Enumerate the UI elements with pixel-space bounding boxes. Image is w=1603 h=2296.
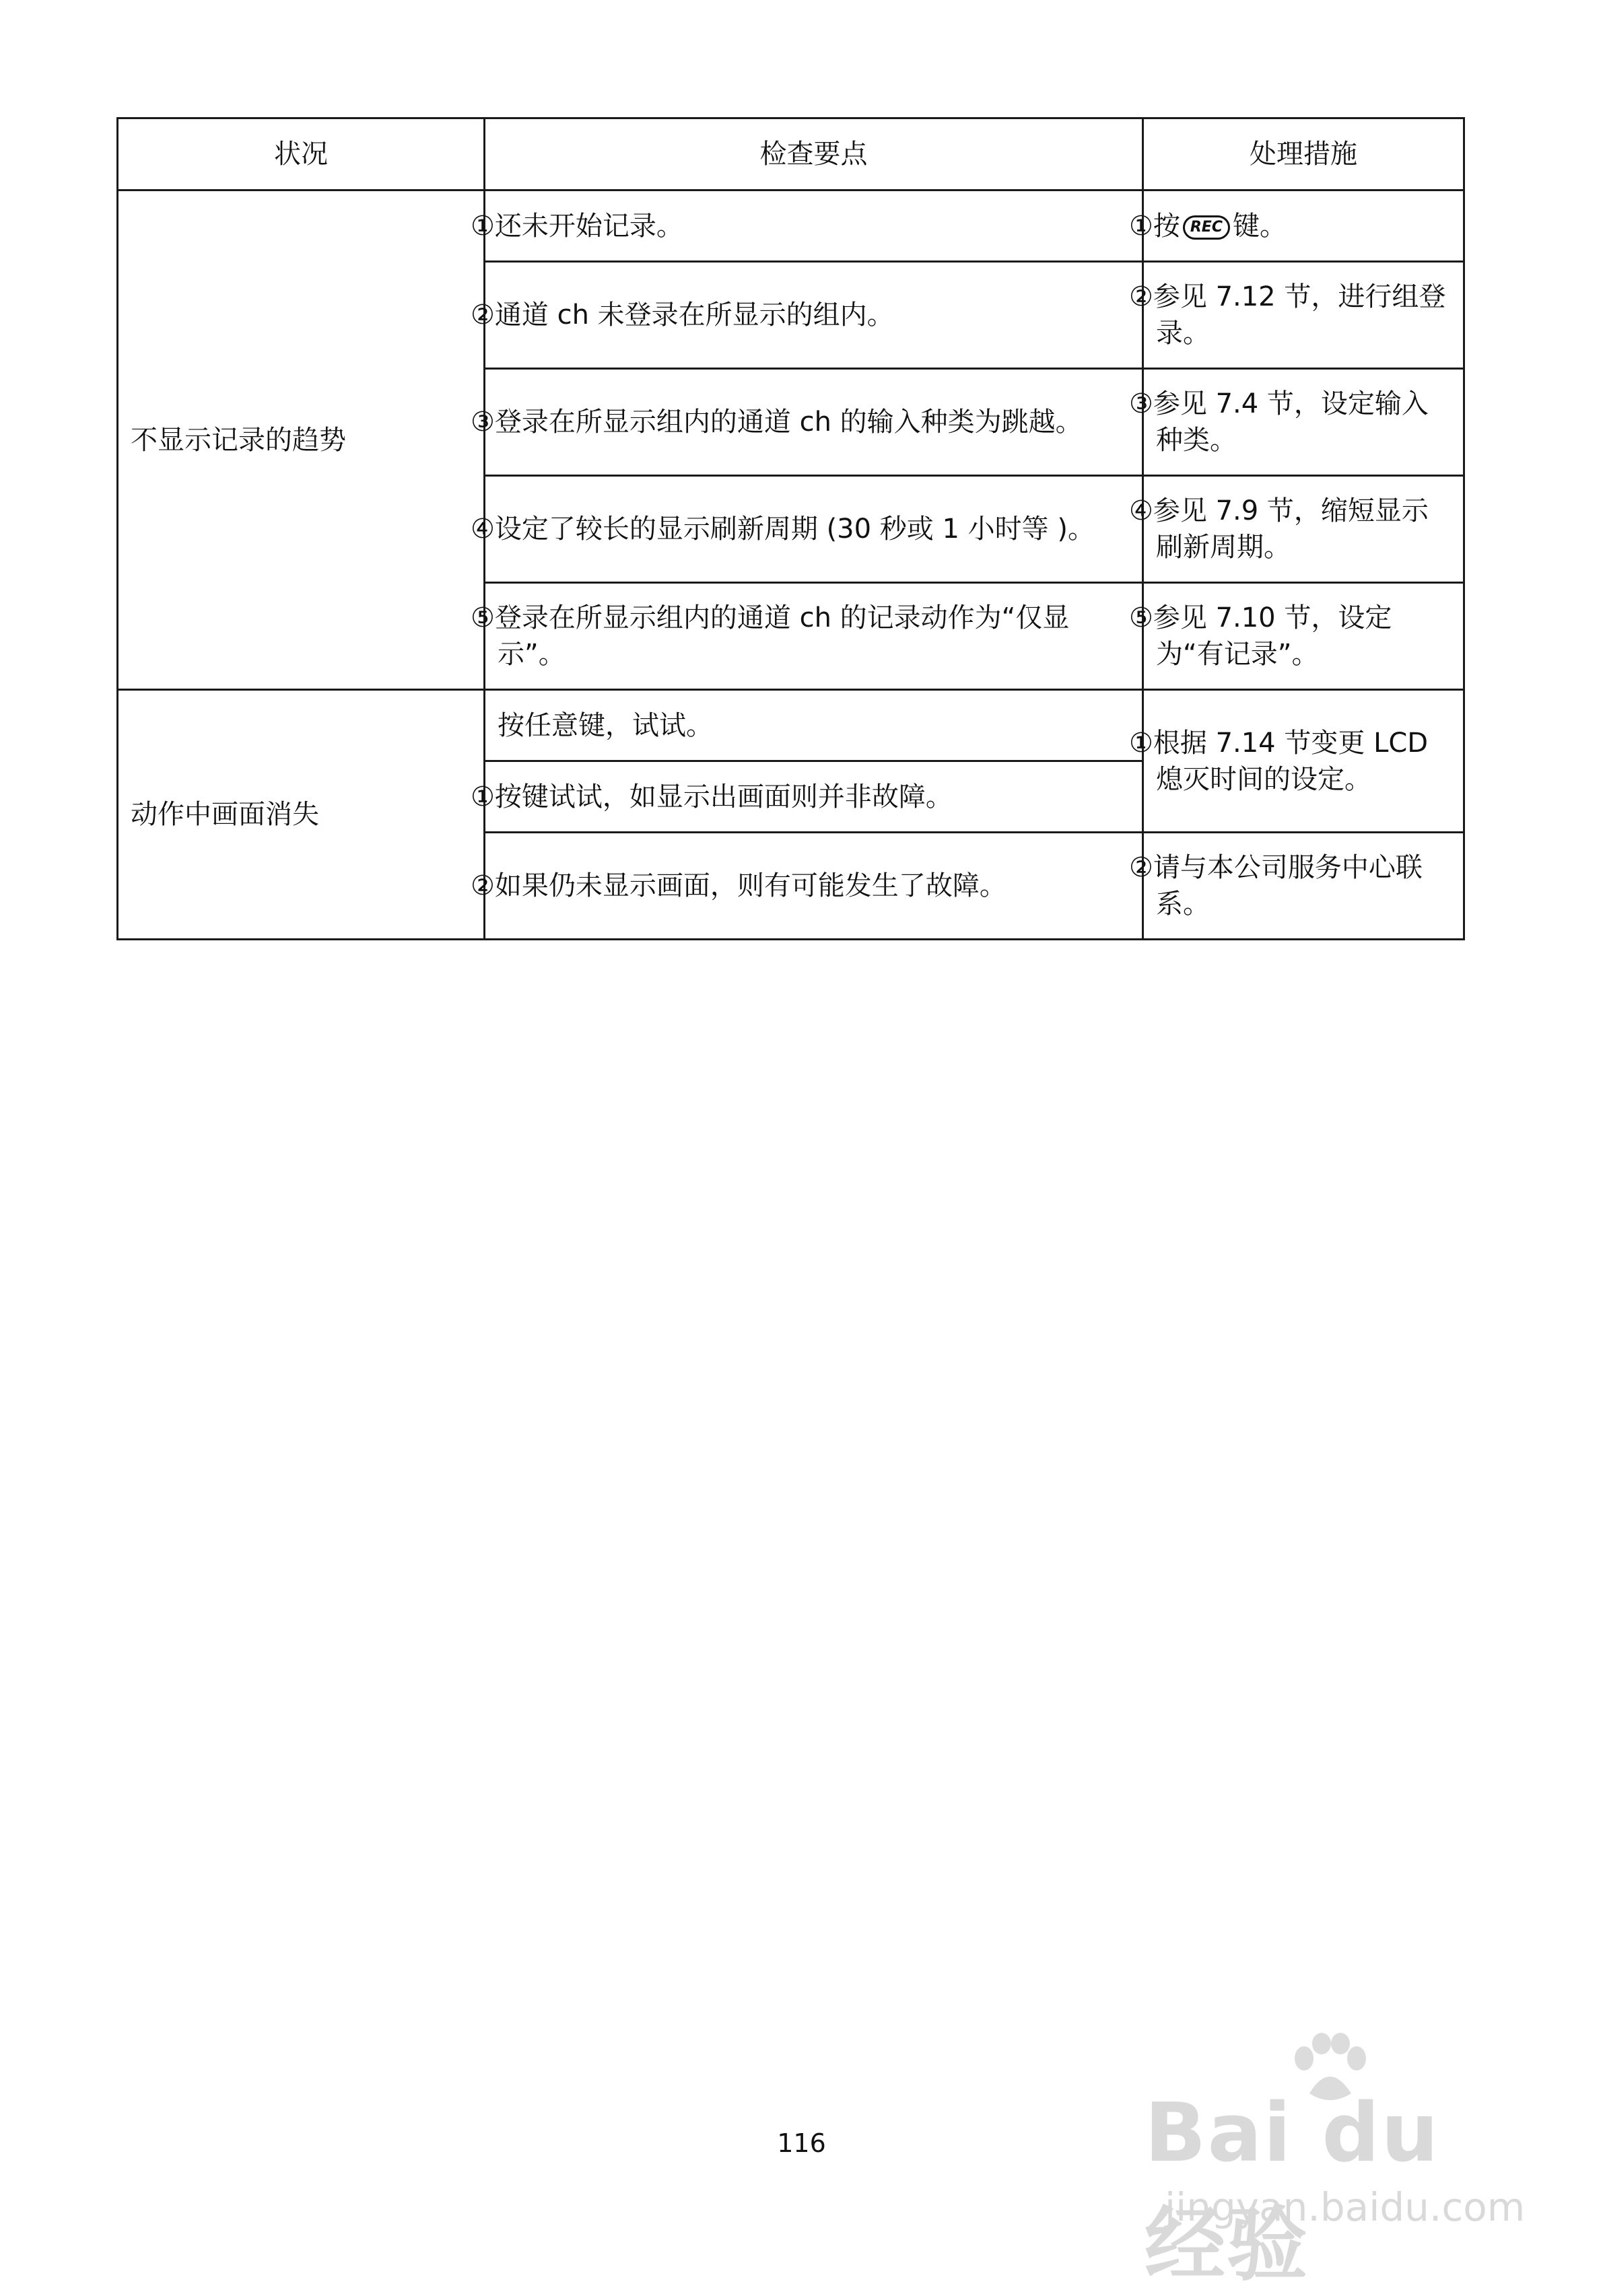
- action-cell: [1129, 190, 1464, 262]
- check-cell: ③登录在所显示组内的通道 ch 的输入种类为跳越。: [485, 369, 1143, 476]
- table-row: [118, 190, 1464, 262]
- table-row: [118, 690, 1464, 761]
- action-cell: ①根据 7.14 节变更 LCD 熄灭时间的设定。: [1143, 690, 1464, 833]
- header-situation: 状况: [118, 118, 485, 190]
- baidu-jingyan-watermark: [1145, 2033, 1526, 2292]
- page-number: 116: [777, 2128, 826, 2158]
- header-row: [118, 118, 1464, 190]
- action-text: ①按: [1129, 210, 1180, 242]
- check-cell: 按任意键，试试。: [485, 690, 1143, 761]
- check-cell: ①还未开始记录。: [485, 190, 1143, 262]
- header-check-points: 检查要点: [485, 118, 1143, 190]
- rec-key-icon: REC: [1183, 215, 1230, 240]
- watermark-logo: Bai du 经验: [1145, 2087, 1440, 2292]
- check-cell: ④设定了较长的显示刷新周期 (30 秒或 1 小时等 )。: [485, 476, 1143, 583]
- action-cell: ②参见 7.12 节，进行组登录。: [1143, 262, 1464, 369]
- check-cell: ①按键试试，如显示出画面则并非故障。: [485, 761, 1143, 833]
- check-cell: ②通道 ch 未登录在所显示的组内。: [485, 262, 1143, 369]
- check-cell: ②如果仍未显示画面，则有可能发生了故障。: [485, 833, 1143, 940]
- watermark-url: jingyan.baidu.com: [1165, 2184, 1526, 2230]
- header-measures: 处理措施: [1143, 118, 1464, 190]
- action-cell: ④参见 7.9 节，缩短显示刷新周期。: [1143, 476, 1464, 583]
- action-text: 键。: [1232, 210, 1287, 242]
- check-cell: ⑤登录在所显示组内的通道 ch 的记录动作为“仅显示”。: [485, 583, 1143, 690]
- situation-cell: 动作中画面消失: [118, 690, 485, 940]
- troubleshooting-table: [116, 117, 1465, 940]
- action-cell: ③参见 7.4 节，设定输入种类。: [1143, 369, 1464, 476]
- action-cell: ②请与本公司服务中心联系。: [1143, 833, 1464, 940]
- situation-cell: 不显示记录的趋势: [118, 190, 485, 690]
- action-cell: ⑤参见 7.10 节，设定为“有记录”。: [1143, 583, 1464, 690]
